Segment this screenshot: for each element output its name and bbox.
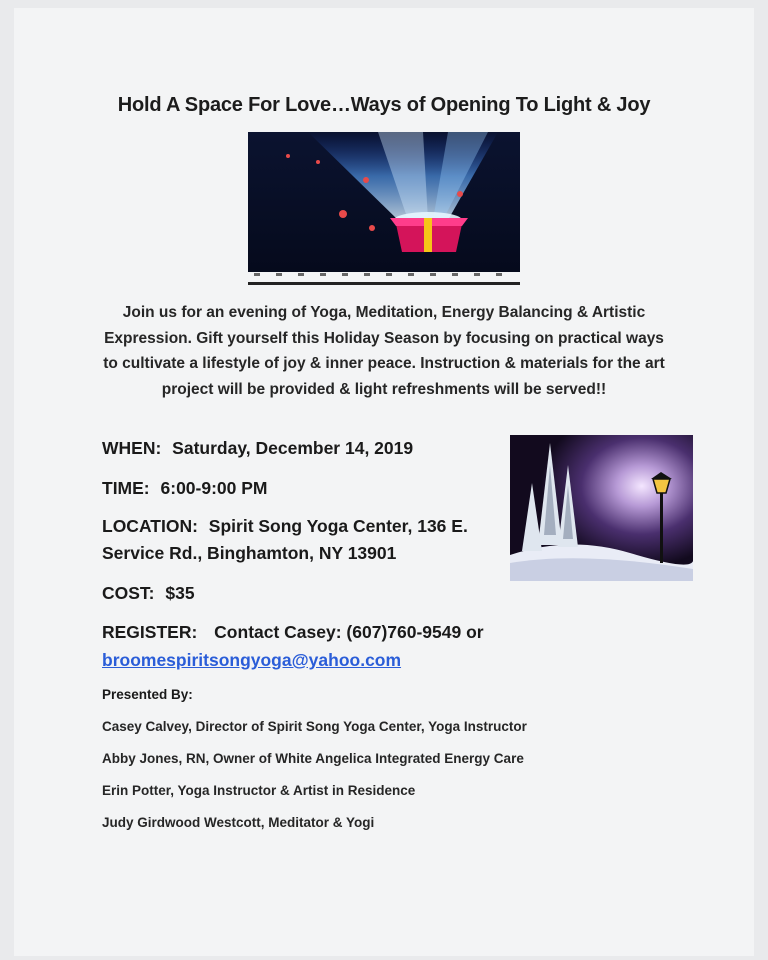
email-link[interactable]: broomespiritsongyoga@yahoo.com (102, 650, 402, 670)
gift-box-light-image (248, 132, 520, 272)
banner-divider (248, 282, 520, 285)
winter-lamp-image (510, 435, 693, 581)
register-line (102, 622, 484, 643)
when-label: WHEN: (102, 438, 162, 458)
cost-line (102, 583, 195, 604)
intro-paragraph: Join us for an evening of Yoga, Meditation, Energy Balancing & Artistic Expression. Gift yourself this Holiday Season by focusing on practical ways to cultivate a lifestyle of joy & inner peace. Instruction & materials for the art project will be provided & light refreshments will be served!! (103, 304, 665, 398)
time-line (102, 478, 268, 499)
location-line (102, 516, 468, 537)
location-line2: Service Rd., Binghamton, NY 13901 (102, 543, 397, 563)
time-label: TIME: (102, 478, 150, 498)
presented-by-heading: Presented By: (102, 687, 193, 702)
cost-value: $35 (165, 583, 195, 603)
when-line (102, 438, 413, 459)
flyer-title: Hold A Space For Love…Ways of Opening To Light & Joy (117, 94, 651, 116)
location-line1: Spirit Song Yoga Center, 136 E. (208, 516, 468, 536)
register-label: REGISTER: (102, 622, 198, 642)
location-label: LOCATION: (102, 516, 198, 536)
banner-dots (254, 273, 504, 276)
presenter-item: Erin Potter, Yoga Instructor & Artist in Residence (102, 783, 416, 798)
presenter-item: Judy Girdwood Westcott, Meditator & Yogi (102, 815, 375, 830)
presenter-item: Casey Calvey, Director of Spirit Song Yoga Center, Yoga Instructor (102, 719, 527, 734)
cost-label: COST: (102, 583, 155, 603)
when-value: Saturday, December 14, 2019 (172, 438, 414, 458)
register-value: Contact Casey: (607)760-9549 or (214, 622, 484, 642)
presenter-item: Abby Jones, RN, Owner of White Angelica Integrated Energy Care (102, 751, 524, 766)
time-value: 6:00-9:00 PM (160, 478, 268, 498)
